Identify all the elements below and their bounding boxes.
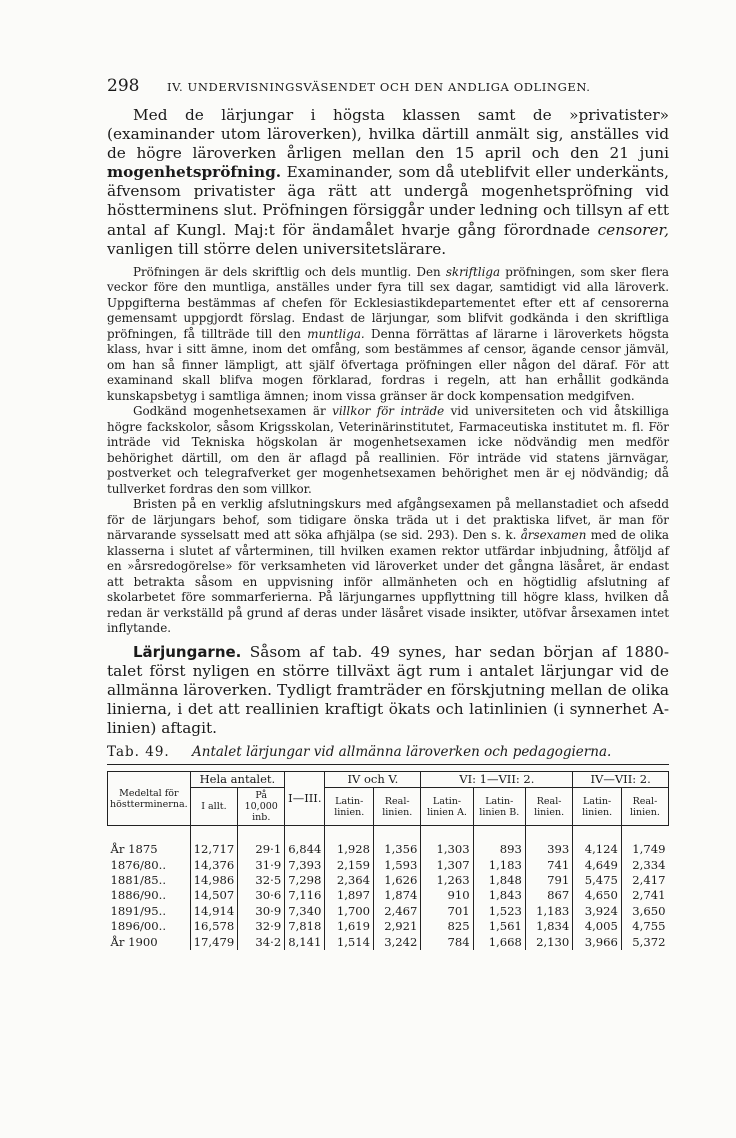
- table-cell: 2,467: [374, 904, 421, 919]
- table-cell: 791: [525, 873, 572, 888]
- table-cell: 1,843: [473, 888, 525, 903]
- paragraph-mogenhetsprofning: Med de lärjungar i högsta klassen samt de »privatister» (examinander utom läroverken), hvilka därtill anmält sig, anställes vid de högre läroverken årligen mellan den 15 april och den 21 juni mogenhetspröfning. Examinander, som då uteblifvit eller underkänts, äfvensom privatister äga rätt att undergå mogenhetspröfning vid höstterminens slut. Pröfningen försiggår under ledning och tillsyn af ett antal af Kungl. Maj:t för ändamålet hvarje gång förordnade censorer, vanligen till större delen universitetslärare.: [107, 106, 669, 258]
- running-header: [107, 76, 669, 106]
- table-cell: 7,116: [285, 888, 325, 903]
- table-cell: 7,298: [285, 873, 325, 888]
- table-row: [108, 935, 669, 950]
- row-label: 1891/95..: [110, 903, 167, 918]
- header-iv-vii: IV—VII: 2.: [573, 772, 669, 788]
- table-cell: 867: [525, 888, 572, 903]
- header-medeltal: Medeltal för höstterminerna.: [108, 772, 191, 826]
- table-cell: 5,475: [573, 873, 622, 888]
- table-cell: 1,626: [374, 873, 421, 888]
- header-latinlinien-iv-v: Latin-linien.: [325, 788, 374, 826]
- header-reallinien-vi-vii: Real-linien.: [525, 788, 572, 826]
- table-cell: 30·9: [238, 904, 285, 919]
- table-cell: 17,479: [190, 935, 238, 950]
- table-cell: 1,749: [621, 826, 668, 858]
- table-row: [108, 904, 669, 919]
- table-cell: 3,242: [374, 935, 421, 950]
- row-label: 1881/85..: [110, 873, 167, 888]
- table-cell: 1,303: [421, 826, 473, 858]
- table-cell: 893: [473, 826, 525, 858]
- table-caption: [107, 742, 669, 765]
- table-cell: 14,376: [190, 858, 238, 873]
- table-cell: 784: [421, 935, 473, 950]
- table-cell: 1,700: [325, 904, 374, 919]
- table-cell: 31·9: [238, 858, 285, 873]
- table-cell: 1,668: [473, 935, 525, 950]
- table-cell: 4,650: [573, 888, 622, 903]
- table-cell: 1,593: [374, 858, 421, 873]
- table-row: [108, 858, 669, 873]
- header-i-iii: I—III.: [285, 772, 325, 826]
- table-cell: 1,514: [325, 935, 374, 950]
- table-cell: 7,818: [285, 919, 325, 934]
- table-cell: 7,393: [285, 858, 325, 873]
- table-cell: 14,986: [190, 873, 238, 888]
- table-cell: 29·1: [238, 826, 285, 858]
- header-reallinien-iv-vii: Real-linien.: [621, 788, 668, 826]
- table-cell: 4,755: [621, 919, 668, 934]
- table-cell: 14,914: [190, 904, 238, 919]
- paragraph-larjungarne: Lärjungarne. Såsom af tab. 49 synes, har sedan början af 1880-talet först nyligen en större tillväxt ägt rum i antalet lärjungar vid de allmänna läroverken. Tydligt framträder en förskjutning mellan de olika linierna, i det att reallinien kraftigt ökats och latinlinien (i synnerhet A-linien) aftagit.: [107, 642, 669, 738]
- table-cell: 1,183: [525, 904, 572, 919]
- table-cell: 5,372: [621, 935, 668, 950]
- header-reallinien-iv-v: Real-linien.: [374, 788, 421, 826]
- table-cell: 2,921: [374, 919, 421, 934]
- table-title: Antalet lärjungar vid allmänna läroverken och pedagogierna.: [192, 744, 612, 761]
- header-vi-vii: VI: 1—VII: 2.: [421, 772, 573, 788]
- row-label: År 1900: [110, 934, 158, 949]
- table-cell: 910: [421, 888, 473, 903]
- table-cell: 701: [421, 904, 473, 919]
- table-cell: 1,307: [421, 858, 473, 873]
- table-row: [108, 919, 669, 934]
- paragraph-skriftlig-muntlig: Pröfningen är dels skriftlig och dels muntlig. Den skriftliga pröfningen, som sker flera veckor före den muntliga, anställes under fyra till sex dagar, samtidigt vid alla läroverk. Uppgifterna bestämmas af chefen för Ecklesiastikdepartementet efter ett af censorerna gemensamt uppgjordt förslag. Endast de lärjungar, som blifvit godkända i den skriftliga pröfningen, få tillträde till den muntliga. Denna förrättas af lärarne i läroverkets högsta klass, hvar i sitt ämne, inom det omfång, som bestämmes af censor, ägande censor jämväl, om han så finner lämpligt, att själf öfvertaga pröfningen eller någon del däraf. För att examinand skall blifva mogen förklarad, fordras i regeln, att han erhållit godkända kunskapsbetyg i samtliga ämnen; inom vissa gränser är dock kompensation medgifven.: [107, 264, 669, 403]
- page-number: 298: [107, 76, 140, 96]
- table-cell: 16,578: [190, 919, 238, 934]
- header-i-allt: I allt.: [190, 788, 238, 826]
- table-cell: 2,159: [325, 858, 374, 873]
- table-cell: 4,649: [573, 858, 622, 873]
- header-latinlinien-a: Latin-linien A.: [421, 788, 473, 826]
- table-cell: 1,523: [473, 904, 525, 919]
- table-cell: 32·9: [238, 919, 285, 934]
- table-cell: 1,834: [525, 919, 572, 934]
- table-cell: 3,966: [573, 935, 622, 950]
- table-row: [108, 826, 669, 858]
- table-cell: 3,924: [573, 904, 622, 919]
- table-cell: 14,507: [190, 888, 238, 903]
- table-cell: 6,844: [285, 826, 325, 858]
- table-cell: 1,848: [473, 873, 525, 888]
- table-cell: 2,364: [325, 873, 374, 888]
- table-cell: 2,417: [621, 873, 668, 888]
- paragraph-arsexamen: Bristen på en verklig afslutningskurs med afgångsexamen på mellanstadiet och afsedd för de lärjungars behof, som tidigare önska träda ut i det praktiska lifvet, är man för närvarande sysselsatt med att söka afhjälpa (se sid. 293). Den s. k. årsexamen med de olika klasserna i slutet af vårterminen, till hvilken examen rektor utfärdar inbjudning, åtföljd af en »årsredogörelse» för verksamheten vid läroverket under det gångna läsåret, är endast att betrakta såsom en uppvisning inför allmänheten och en högtidlig afslutning af skolarbetet före sommarferierna. På lärjungarnes uppflyttning till högre klass, hvilken då redan är verkställd på grund af deras under läsåret visade insikter, utöfvar årsexamen intet inflytande.: [107, 497, 669, 636]
- table-cell: 12,717: [190, 826, 238, 858]
- table-cell: 34·2: [238, 935, 285, 950]
- table-cell: 30·6: [238, 888, 285, 903]
- table-cell: 4,124: [573, 826, 622, 858]
- table-cell: 2,741: [621, 888, 668, 903]
- table-cell: 1,561: [473, 919, 525, 934]
- table-cell: 1,874: [374, 888, 421, 903]
- table-cell: 1,356: [374, 826, 421, 858]
- header-latinlinien-iv-vii: Latin-linien.: [573, 788, 622, 826]
- running-title: IV. UNDERVISNINGSVÄSENDET OCH DEN ANDLIGA ODLINGEN.: [167, 80, 591, 94]
- table-49: [107, 771, 669, 950]
- table-label: Tab. 49.: [107, 744, 170, 761]
- table-cell: 1,897: [325, 888, 374, 903]
- table-cell: 1,263: [421, 873, 473, 888]
- table-cell: 825: [421, 919, 473, 934]
- table-cell: 1,183: [473, 858, 525, 873]
- table-cell: 8,141: [285, 935, 325, 950]
- paragraph-villkor-for-intrade: Godkänd mogenhetsexamen är villkor för inträde vid universiteten och vid åtskilliga högre fackskolor, såsom Krigsskolan, Veterinärinstitutet, Farmaceutiska institutet m. fl. För inträde vid Tekniska högskolan är mogenhetsexamen icke nödvändig men medför behörighet därtill, om den är aflagd på reallinien. För inträde vid statens järnvägar, postverket och telegrafverket ger mogenhetsexamen behörighet men är ej nödvändig; då tullverket fordras den som villkor.: [107, 404, 669, 496]
- header-iv-v: IV och V.: [325, 772, 421, 788]
- table-cell: 32·5: [238, 873, 285, 888]
- table-cell: 3,650: [621, 904, 668, 919]
- table-cell: 2,130: [525, 935, 572, 950]
- table-cell: 1,619: [325, 919, 374, 934]
- table-body: [108, 826, 669, 950]
- row-label: 1896/00..: [110, 919, 167, 934]
- table-row: [108, 873, 669, 888]
- row-label: 1876/80..: [110, 857, 167, 872]
- table-row: [108, 888, 669, 903]
- table-cell: 741: [525, 858, 572, 873]
- table-cell: 2,334: [621, 858, 668, 873]
- page: [107, 76, 669, 950]
- table-cell: 1,928: [325, 826, 374, 858]
- header-latinlinien-b: Latin-linien B.: [473, 788, 525, 826]
- row-label: 1886/90..: [110, 888, 167, 903]
- table-cell: 393: [525, 826, 572, 858]
- row-label: År 1875: [110, 842, 158, 857]
- table-cell: 4,005: [573, 919, 622, 934]
- header-hela-antalet: Hela antalet.: [190, 772, 285, 788]
- table-cell: 7,340: [285, 904, 325, 919]
- header-pa-10000: På 10,000 inb.: [238, 788, 285, 826]
